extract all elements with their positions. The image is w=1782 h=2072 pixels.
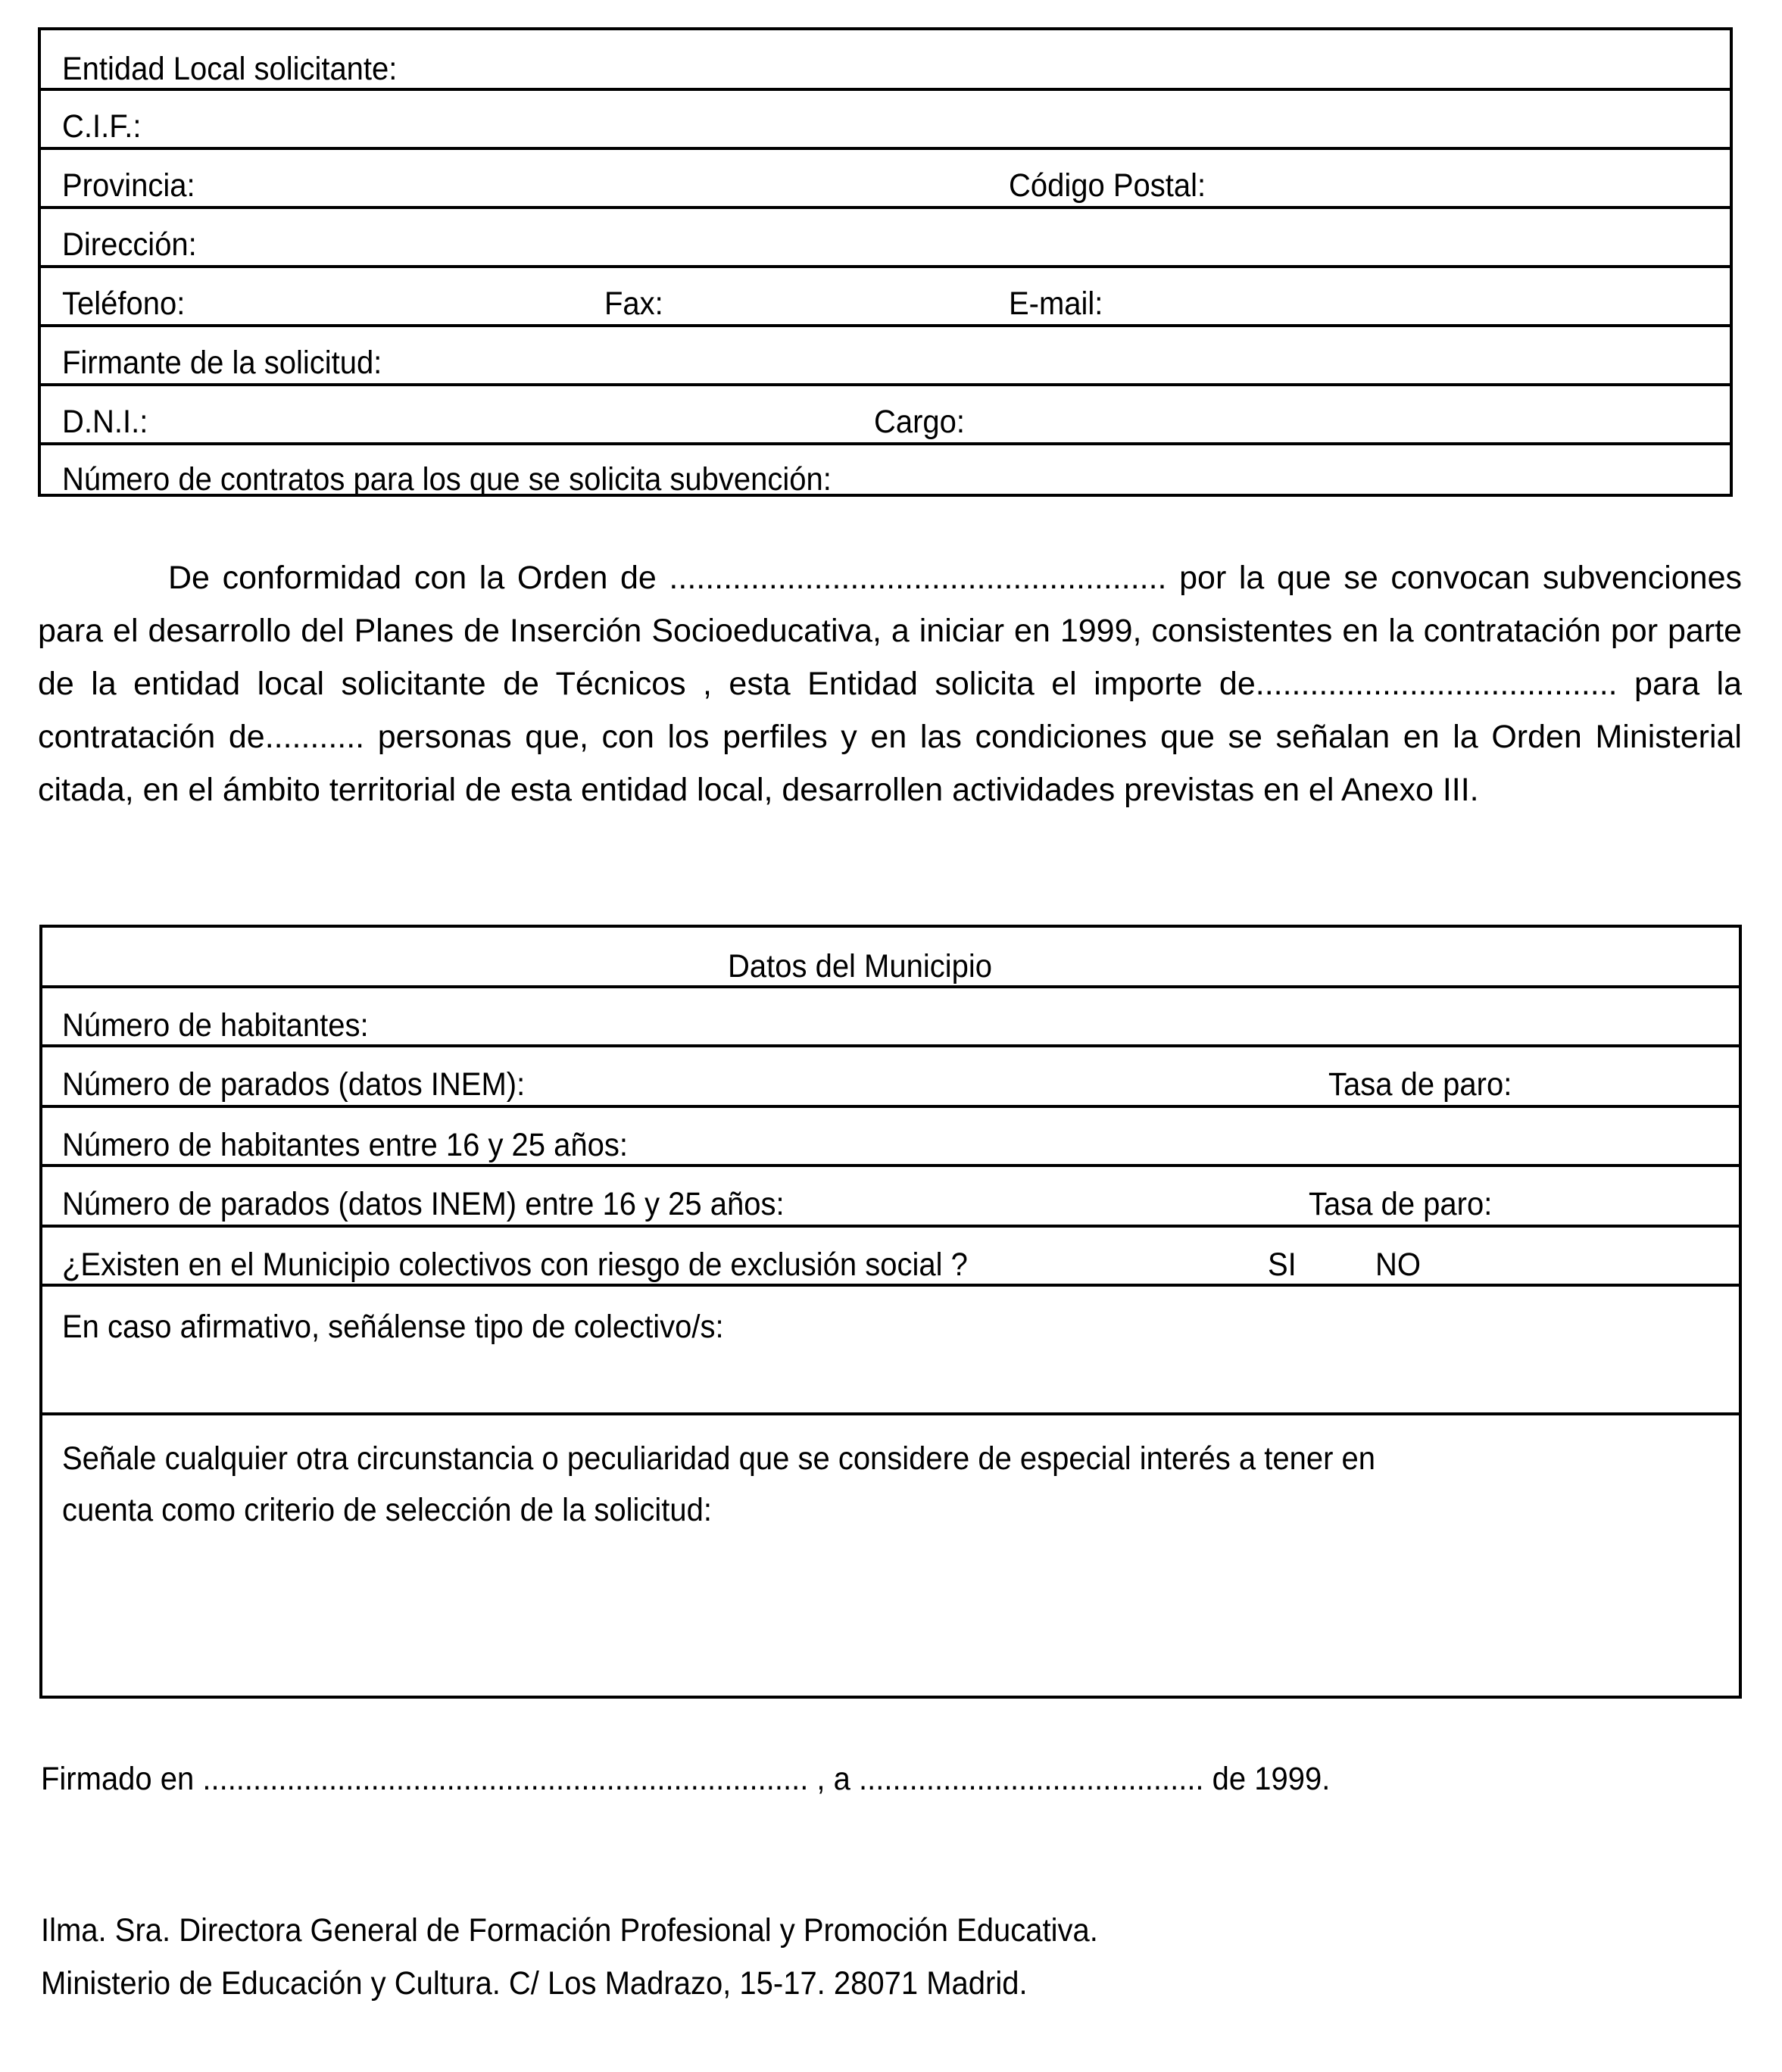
row-habitantes[interactable] (42, 988, 1739, 1047)
addressee-line-1: Ilma. Sra. Directora General de Formación Profesional y Promoción Educativa. (41, 1912, 1098, 1949)
municipio-title-row (42, 928, 1739, 988)
label-otra-circunstancia-2: cuenta como criterio de selección de la solicitud: (62, 1492, 713, 1528)
label-numero-contratos: Número de contratos para los que se solicita subvención: (62, 461, 832, 498)
row-exclusion-social[interactable] (42, 1228, 1739, 1287)
row-habitantes-16-25[interactable] (42, 1108, 1739, 1167)
conformidad-paragraph (38, 551, 1742, 816)
label-entidad-local: Entidad Local solicitante: (62, 51, 398, 87)
row-entidad-local[interactable] (41, 30, 1730, 91)
label-habitantes-16-25: Número de habitantes entre 16 y 25 años: (62, 1127, 628, 1163)
label-exclusion-social: ¿Existen en el Municipio colectivos con riesgo de exclusión social ? (62, 1247, 968, 1283)
label-parados: Número de parados (datos INEM): (62, 1066, 526, 1103)
row-direccion[interactable] (41, 209, 1730, 268)
row-numero-contratos[interactable] (41, 445, 1730, 497)
paragraph-text: De conformidad con la Orden de ....................................................... por la que se convocan subvenciones para el desarrollo del Planes de Inserción Socioeducativa, a iniciar en 1999, consistentes en la contratación por parte de la entidad local solicitante de Técnicos , esta Entidad solicita el importe de........................................ para la contratación de........... personas que, con los perfiles y en las condiciones que se señalan en la Orden Ministerial citada, en el ámbito territorial de esta entidad local, desarrollen actividades previstas en el Anexo III. (38, 560, 1742, 808)
signature-line[interactable]: Firmado en ........................................................................ , a ......................................... de 1999. (41, 1761, 1331, 1797)
label-colectivos: En caso afirmativo, señálense tipo de colectivo/s: (62, 1309, 724, 1345)
label-cargo: Cargo: (874, 404, 966, 440)
row-provincia[interactable] (41, 150, 1730, 209)
label-direccion: Dirección: (62, 226, 197, 263)
row-telefono[interactable] (41, 268, 1730, 327)
option-si[interactable]: SI (1268, 1247, 1297, 1283)
label-cif: C.I.F.: (62, 108, 142, 145)
addressee-line-2: Ministerio de Educación y Cultura. C/ Los Madrazo, 15-17. 28071 Madrid. (41, 1965, 1028, 2002)
row-cif[interactable] (41, 91, 1730, 150)
label-parados-16-25: Número de parados (datos INEM) entre 16 y 25 años: (62, 1186, 785, 1222)
label-fax: Fax: (604, 286, 663, 322)
label-firmante: Firmante de la solicitud: (62, 345, 382, 381)
row-firmante[interactable] (41, 327, 1730, 386)
label-dni: D.N.I.: (62, 404, 148, 440)
label-otra-circunstancia-1: Señale cualquier otra circunstancia o peculiaridad que se considere de especial interés a tener en (62, 1440, 1375, 1477)
label-habitantes: Número de habitantes: (62, 1007, 369, 1044)
municipio-title: Datos del Municipio (728, 948, 992, 985)
label-provincia: Provincia: (62, 167, 195, 204)
label-codigo-postal: Código Postal: (1009, 167, 1206, 204)
label-tasa-paro-16-25: Tasa de paro: (1309, 1186, 1493, 1222)
row-parados[interactable] (42, 1047, 1739, 1108)
label-telefono: Teléfono: (62, 286, 186, 322)
solicitante-form-box (38, 27, 1733, 497)
label-email: E-mail: (1009, 286, 1103, 322)
row-otra-circunstancia[interactable] (42, 1415, 1739, 1696)
option-no[interactable]: NO (1375, 1247, 1421, 1283)
label-tasa-paro: Tasa de paro: (1328, 1066, 1512, 1103)
row-colectivos[interactable] (42, 1287, 1739, 1415)
row-parados-16-25[interactable] (42, 1167, 1739, 1228)
municipio-form-box (39, 925, 1742, 1699)
row-dni[interactable] (41, 386, 1730, 445)
